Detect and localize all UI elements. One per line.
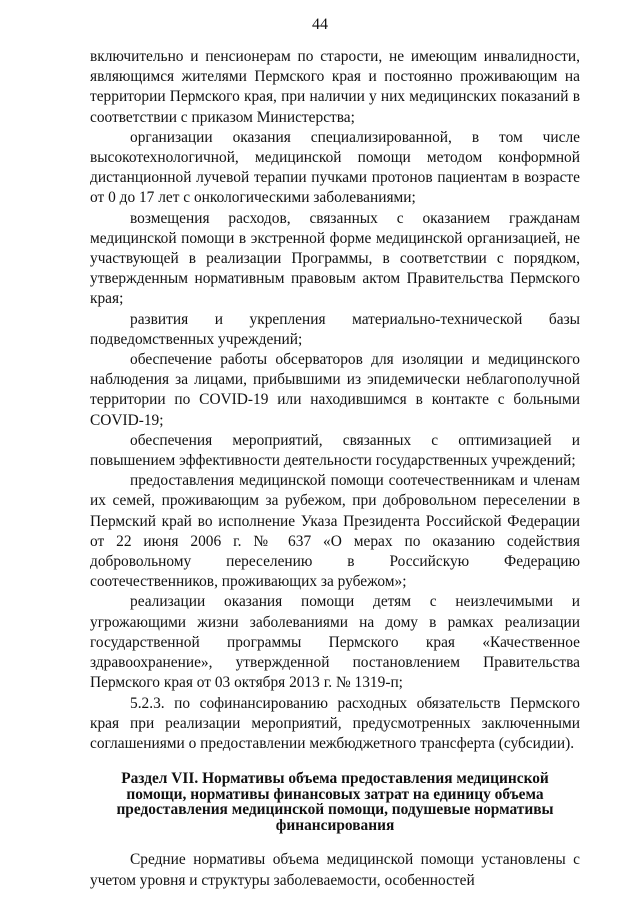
- paragraph-proton-therapy: организации оказания специализированной, в том числе высокотехнологичной, медицинской помощи методом конформной дистанционной лучевой терапии пучками протонов пациентам в возрасте от 0 до 17 лет с онкологическими заболеваниями;: [90, 128, 580, 207]
- section-heading: Раздел VII. Нормативы объема предоставления медицинской помощи, нормативы финансовых затрат на единицу объема предоставления медицинской помощи, подушевые нормативы финансирования: [116, 770, 554, 834]
- paragraph-cofinancing: 5.2.3. по софинансированию расходных обязательств Пермского края при реализации мероприятий, предусмотренных заключенными соглашениями о предоставлении межбюджетного трансферта (субсидии).: [90, 694, 580, 752]
- paragraph-covid-observatories: обеспечение работы обсерваторов для изоляции и медицинского наблюдения за лицами, прибывшими из эпидемически неблагополучной территории по COVID-19 или находившимся в контакте с больными COVID-19;: [90, 351, 580, 429]
- paragraph-palliative-children: реализации оказания помощи детям с неизлечимыми и угрожающими жизни заболеваниями на дому в рамках реализации государственной программы Пермского края «Качественное здравоохранение», утвержденной постановлением Правительства Пермского края от 03 октября 2013 г. № 1319-п;: [90, 593, 580, 692]
- document-body: [90, 47, 580, 891]
- page-number: 44: [312, 16, 328, 33]
- paragraph-emergency-care-expenses: возмещения расходов, связанных с оказанием гражданам медицинской помощи в экстренной форме медицинской организацией, не участвующей в реализации Программы, в соответствии с порядком, утвержденным нормативным правовым актом Правительства Пермского края;: [90, 209, 580, 308]
- paragraph-continuation: включительно и пенсионерам по старости, не имеющим инвалидности, являющимся жителями Пермского края и постоянно проживающим на территории Пермского края, при наличии у них медицинских показаний в соответствии с приказом Министерства;: [90, 48, 580, 126]
- paragraph-optimization: обеспечения мероприятий, связанных с оптимизацией и повышением эффективности деятельности государственных учреждений;: [90, 431, 580, 470]
- paragraph-closing: Средние нормативы объема медицинской помощи установлены с учетом уровня и структуры заболеваемости, особенностей: [90, 851, 580, 889]
- paragraph-compatriots: предоставления медицинской помощи соотечественникам и членам их семей, проживающим за рубежом, при добровольном переселении в Пермский край во исполнение Указа Президента Российской Федерации от 22 июня 2006 г. № 637 «О мерах по оказанию содействия добровольному переселению в Российскую Федерацию соотечественников, проживающих за рубежом»;: [90, 472, 580, 591]
- paragraph-material-base: развития и укрепления материально-технической базы подведомственных учреждений;: [90, 310, 580, 348]
